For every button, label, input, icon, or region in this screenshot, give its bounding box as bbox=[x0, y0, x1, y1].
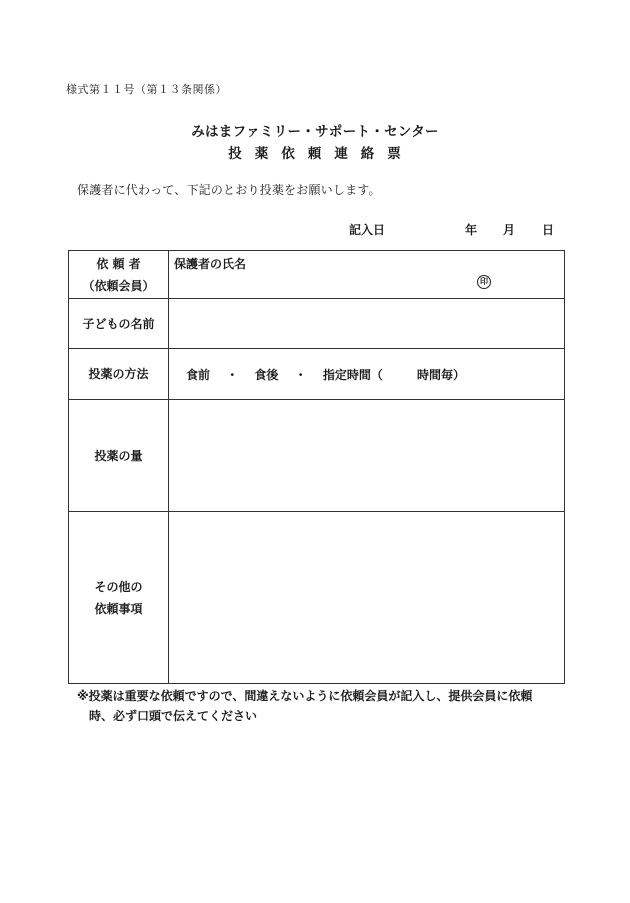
guardian-name-field[interactable] bbox=[169, 251, 565, 299]
request-form-table bbox=[68, 250, 565, 684]
requester-sublabel: （依頼会員） bbox=[82, 278, 155, 293]
guardian-name-label: 保護者の氏名 bbox=[174, 257, 247, 271]
child-name-field[interactable] bbox=[169, 299, 565, 349]
notice-text bbox=[77, 686, 572, 726]
other-requests-row bbox=[69, 512, 565, 684]
child-name-label: 子どもの名前 bbox=[69, 299, 169, 349]
requester-label-cell bbox=[69, 251, 169, 299]
amount-label: 投薬の量 bbox=[69, 400, 169, 512]
form-number: 様式第１１号（第１３条関係） bbox=[66, 83, 227, 96]
requester-row bbox=[69, 251, 565, 299]
entry-date-label: 記入日 bbox=[349, 223, 386, 237]
option-before-meal: 食前 bbox=[186, 367, 211, 382]
date-month-label: 月 bbox=[503, 223, 516, 237]
requester-label: 依 頼 者 bbox=[96, 256, 141, 271]
method-label: 投薬の方法 bbox=[69, 349, 169, 400]
option-separator: ・ bbox=[294, 367, 307, 382]
intro-text: 保護者に代わって、下記のとおり投薬をお願いします。 bbox=[77, 183, 381, 197]
option-hourly: 時間毎） bbox=[417, 367, 466, 382]
method-row bbox=[69, 349, 565, 400]
option-specified-time: 指定時間（ bbox=[322, 367, 383, 382]
option-after-meal: 食後 bbox=[254, 367, 279, 382]
organization-title: みはまファミリー・サポート・センター bbox=[191, 124, 439, 140]
other-requests-sublabel: 依頼事項 bbox=[94, 601, 143, 616]
child-name-row bbox=[69, 299, 565, 349]
other-requests-field[interactable] bbox=[169, 512, 565, 684]
other-requests-label: その他の bbox=[94, 579, 143, 594]
other-requests-label-cell bbox=[69, 512, 169, 684]
method-field[interactable] bbox=[169, 349, 565, 400]
form-title: 投薬依頼連絡票 bbox=[228, 146, 414, 162]
notice-line-2: 時、必ず口頭で伝えてください bbox=[89, 709, 258, 723]
seal-mark: 印 bbox=[477, 275, 491, 289]
date-year-label: 年 bbox=[465, 223, 478, 237]
notice-line-1: ※投薬は重要な依頼ですので、間違えないように依頼会員が記入し、提供会員に依頼 bbox=[77, 689, 533, 703]
option-separator: ・ bbox=[226, 367, 239, 382]
amount-row bbox=[69, 400, 565, 512]
date-day-label: 日 bbox=[542, 223, 555, 237]
amount-field[interactable] bbox=[169, 400, 565, 512]
